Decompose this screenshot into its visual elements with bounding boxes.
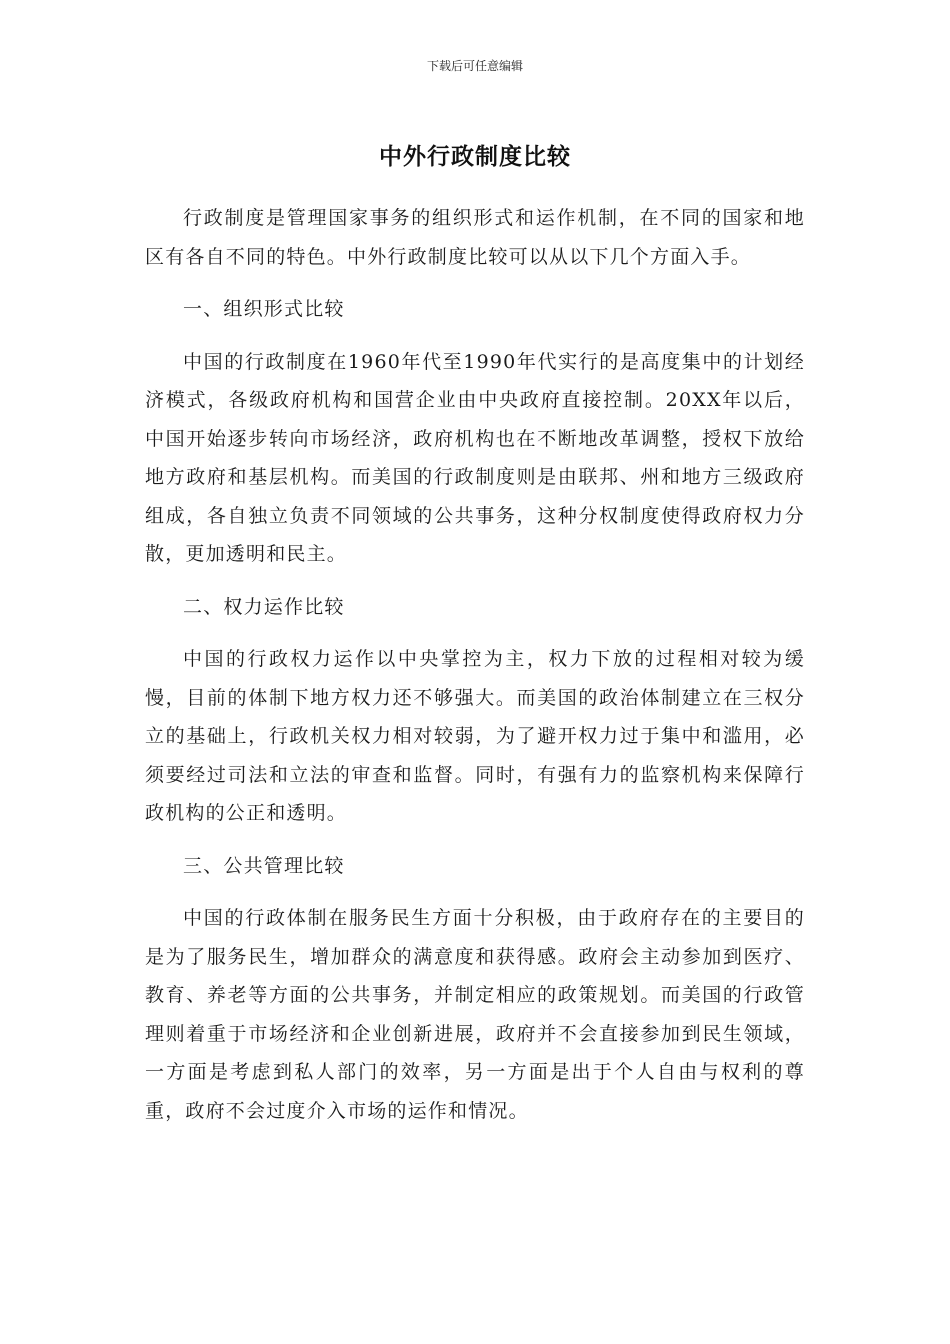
header-note: 下载后可任意编辑 — [426, 59, 523, 73]
document-title: 中外行政制度比较 — [379, 144, 571, 170]
intro-paragraph: 行政制度是管理国家事务的组织形式和运作机制，在不同的国家和地区有各自不同的特色。中外行政制度比较可以从以下几个方面入手。 — [145, 207, 805, 268]
section-heading-2: 二、权力运作比较 — [183, 595, 345, 618]
section-heading-1: 一、组织形式比较 — [183, 298, 345, 320]
section-body-1: 中国的行政制度在1960年代至1990年代实行的是高度集中的计划经济模式，各级政府机构和国营企业由中央政府直接控制。20XX年以后，中国开始逐步转向市场经济，政府机构也在不断地改革调整，授权下放给地方政府和基层机构。而美国的行政制度则是由联邦、州和地方三级政府组成，各自独立负责不同领域的公共事务，这种分权制度使得政府权力分散，更加透明和民主。 — [145, 350, 805, 565]
section-body-3: 中国的行政体制在服务民生方面十分积极，由于政府存在的主要目的是为了服务民生，增加群众的满意度和获得感。政府会主动参加到医疗、教育、养老等方面的公共事务，并制定相应的政策规划。而美国的行政管理则着重于市场经济和企业创新进展，政府并不会直接参加到民生领域，一方面是考虑到私人部门的效率，另一方面是出于个人自由与权利的尊重，政府不会过度介入市场的运作和情况。 — [145, 907, 805, 1122]
section-body-2: 中国的行政权力运作以中央掌控为主，权力下放的过程相对较为缓慢，目前的体制下地方权力还不够强大。而美国的政治体制建立在三权分立的基础上，行政机关权力相对较弱，为了避开权力过于集中和滥用，必须要经过司法和立法的审查和监督。同时，有强有力的监察机构来保障行政机构的公正和透明。 — [145, 648, 805, 824]
document-body — [145, 199, 805, 1144]
section-heading-3: 三、公共管理比较 — [183, 854, 345, 877]
